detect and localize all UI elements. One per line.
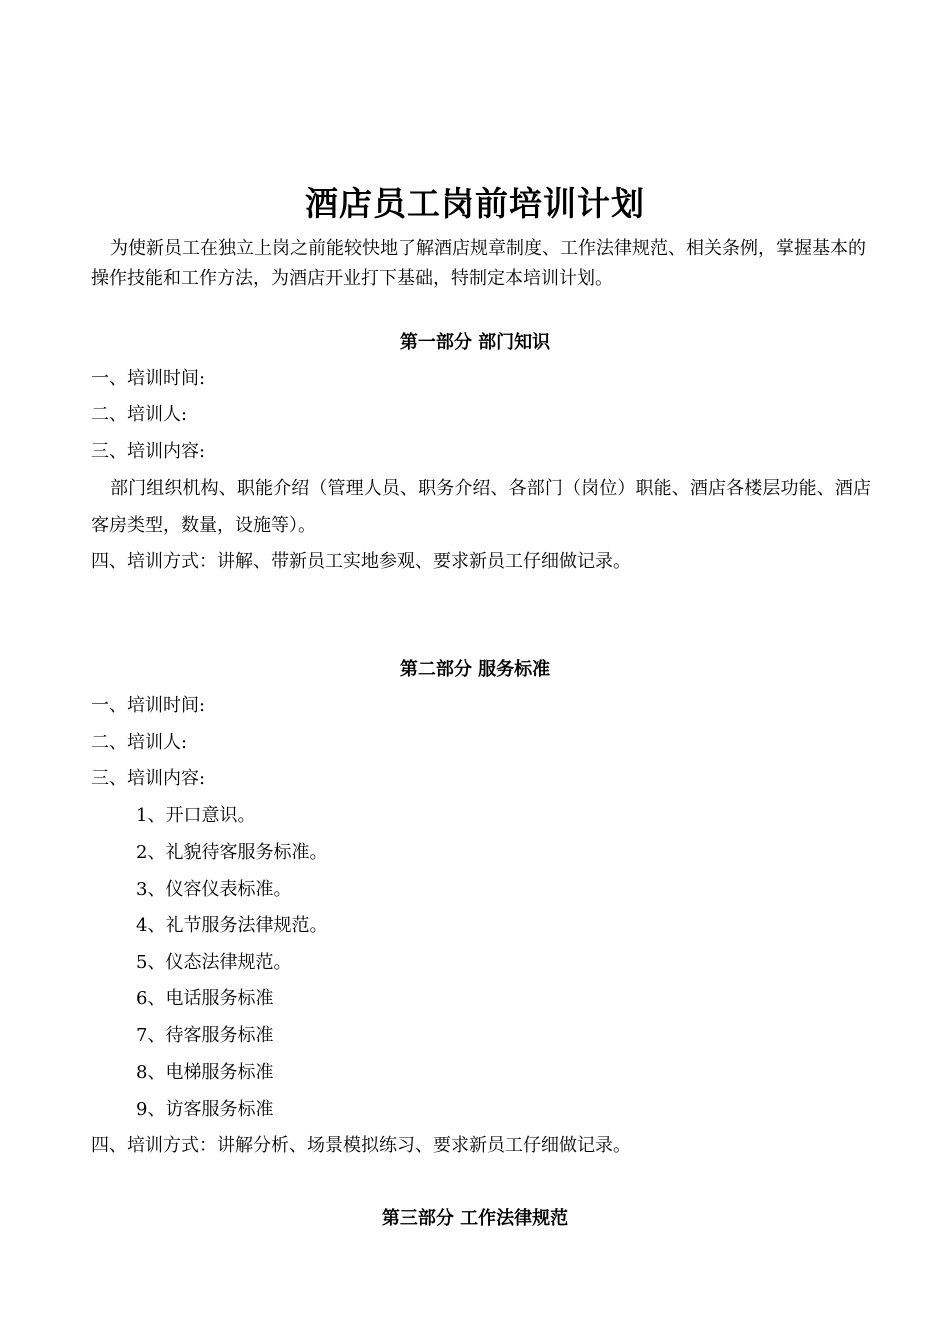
list-item: 2、礼貌待客服务标准。 <box>136 842 328 863</box>
list-item: 3、仪容仪表标准。 <box>136 879 292 900</box>
part1-training-method: 四、培训方式：讲解、带新员工实地参观、要求新员工仔细做记录。 <box>91 551 631 572</box>
part1-training-time: 一、培训时间: <box>91 368 206 389</box>
list-item: 4、礼节服务法律规范。 <box>136 915 328 936</box>
part2-heading: 第二部分 服务标准 <box>399 659 551 680</box>
list-item: 9、访客服务标准 <box>136 1099 274 1120</box>
part3-heading: 第三部分 工作法律规范 <box>381 1208 569 1229</box>
list-item: 7、待客服务标准 <box>136 1025 274 1046</box>
intro-paragraph: 为使新员工在独立上岗之前能较快地了解酒店规章制度、工作法律规范、相关条例，掌握基本的操作技能和工作方法，为酒店开业打下基础，特制定本培训计划。 <box>91 238 866 289</box>
part2-content-label: 三、培训内容: <box>91 768 206 789</box>
document-title: 酒店员工岗前培训计划 <box>305 184 645 223</box>
part1-trainer: 二、培训人: <box>91 404 188 425</box>
part1-heading: 第一部分 部门知识 <box>399 332 551 353</box>
list-item: 8、电梯服务标准 <box>136 1062 274 1083</box>
part1-content-text: 部门组织机构、职能介绍（管理人员、职务介绍、各部门（岗位）职能、酒店各楼层功能、酒店客房类型，数量，设施等）。 <box>91 478 871 536</box>
list-item: 6、电话服务标准 <box>136 988 274 1009</box>
list-item: 1、开口意识。 <box>136 805 256 826</box>
part2-training-time: 一、培训时间: <box>91 695 206 716</box>
list-item: 5、仪态法律规范。 <box>136 952 292 973</box>
part2-training-method: 四、培训方式：讲解分析、场景模拟练习、要求新员工仔细做记录。 <box>91 1135 631 1156</box>
part1-content-label: 三、培训内容: <box>91 441 206 462</box>
part2-trainer: 二、培训人: <box>91 732 188 753</box>
